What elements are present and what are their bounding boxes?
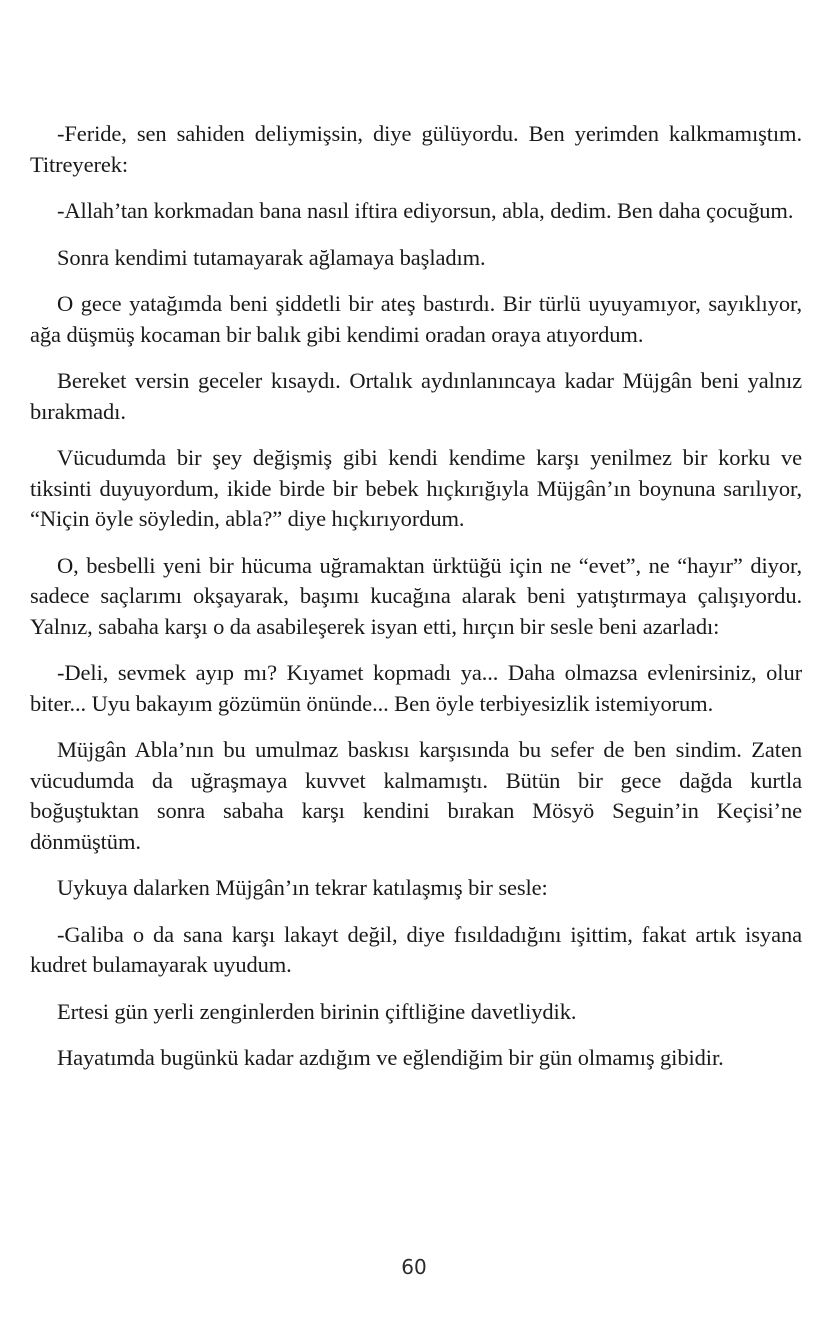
body-text bbox=[30, 119, 802, 1090]
paragraph: Sonra kendimi tutamayarak ağlamaya başladım. bbox=[57, 244, 486, 270]
paragraph: Hayatımda bugünkü kadar azdığım ve eğlendiğim bir gün olmamış gibidir. bbox=[57, 1045, 724, 1070]
paragraph: Uykuya dalarken Müjgân’ın tekrar katılaşmış bir sesle: bbox=[57, 875, 548, 900]
paragraph: Bereket versin geceler kısaydı. Ortalık aydınlanıncaya kadar Müjgân beni yalnız bırakmadı. bbox=[30, 368, 802, 424]
paragraph: -Deli, sevmek ayıp mı? Kıyamet kopmadı ya... Daha olmazsa evlenirsiniz, olur biter... Uyu bakayım gözümün önünde... Ben öyle terbiyesizlik istemiyorum. bbox=[30, 660, 802, 716]
paragraph: O gece yatağımda beni şiddetli bir ateş bastırdı. Bir türlü uyuyamıyor, sayıklıyor, ağa düşmüş kocaman bir balık gibi kendimi oradan oraya atıyordum. bbox=[30, 291, 802, 347]
paragraph: Vücudumda bir şey değişmiş gibi kendi kendime karşı yenilmez bir korku ve tiksinti duyuyordum, ikide birde bir bebek hıçkırığıyla Müjgân’ın boynuna sarılıyor, “Niçin öyle söyledin, abla?” diye hıçkırıyordum. bbox=[30, 445, 802, 531]
paragraph: -Allah’tan korkmadan bana nasıl iftira ediyorsun, abla, dedim. Ben daha çocuğum. bbox=[57, 198, 794, 223]
paragraph: O, besbelli yeni bir hücuma uğramaktan ürktüğü için ne “evet”, ne “hayır” diyor, sadece saçlarımı okşayarak, başımı kucağına alarak beni yatıştırmaya çalışıyordu. Yalnız, sabaha karşı o da asabileşerek isyan etti, hırçın bir sesle beni azarladı: bbox=[30, 552, 802, 639]
page-number: 60 bbox=[401, 1255, 427, 1279]
paragraph: Müjgân Abla’nın bu umulmaz baskısı karşısında bu sefer de ben sindim. Zaten vücudumda da uğraşmaya kuvvet kalmamıştı. Bütün bir gece dağda kurtla boğuştuktan sonra sabaha karşı kendini bırakan Mösyö Seguin’in Keçisi’ne dönmüştüm. bbox=[30, 737, 802, 854]
paragraph: -Galiba o da sana karşı lakayt değil, diye fısıldadığını işittim, fakat artık isyana kudret bulamayarak uyudum. bbox=[30, 921, 802, 977]
paragraph: -Feride, sen sahiden deliymişsin, diye gülüyordu. Ben yerimden kalkmamıştım. Titreyerek: bbox=[30, 121, 802, 177]
paragraph: Ertesi gün yerli zenginlerden birinin çiftliğine davetliydik. bbox=[57, 998, 577, 1024]
